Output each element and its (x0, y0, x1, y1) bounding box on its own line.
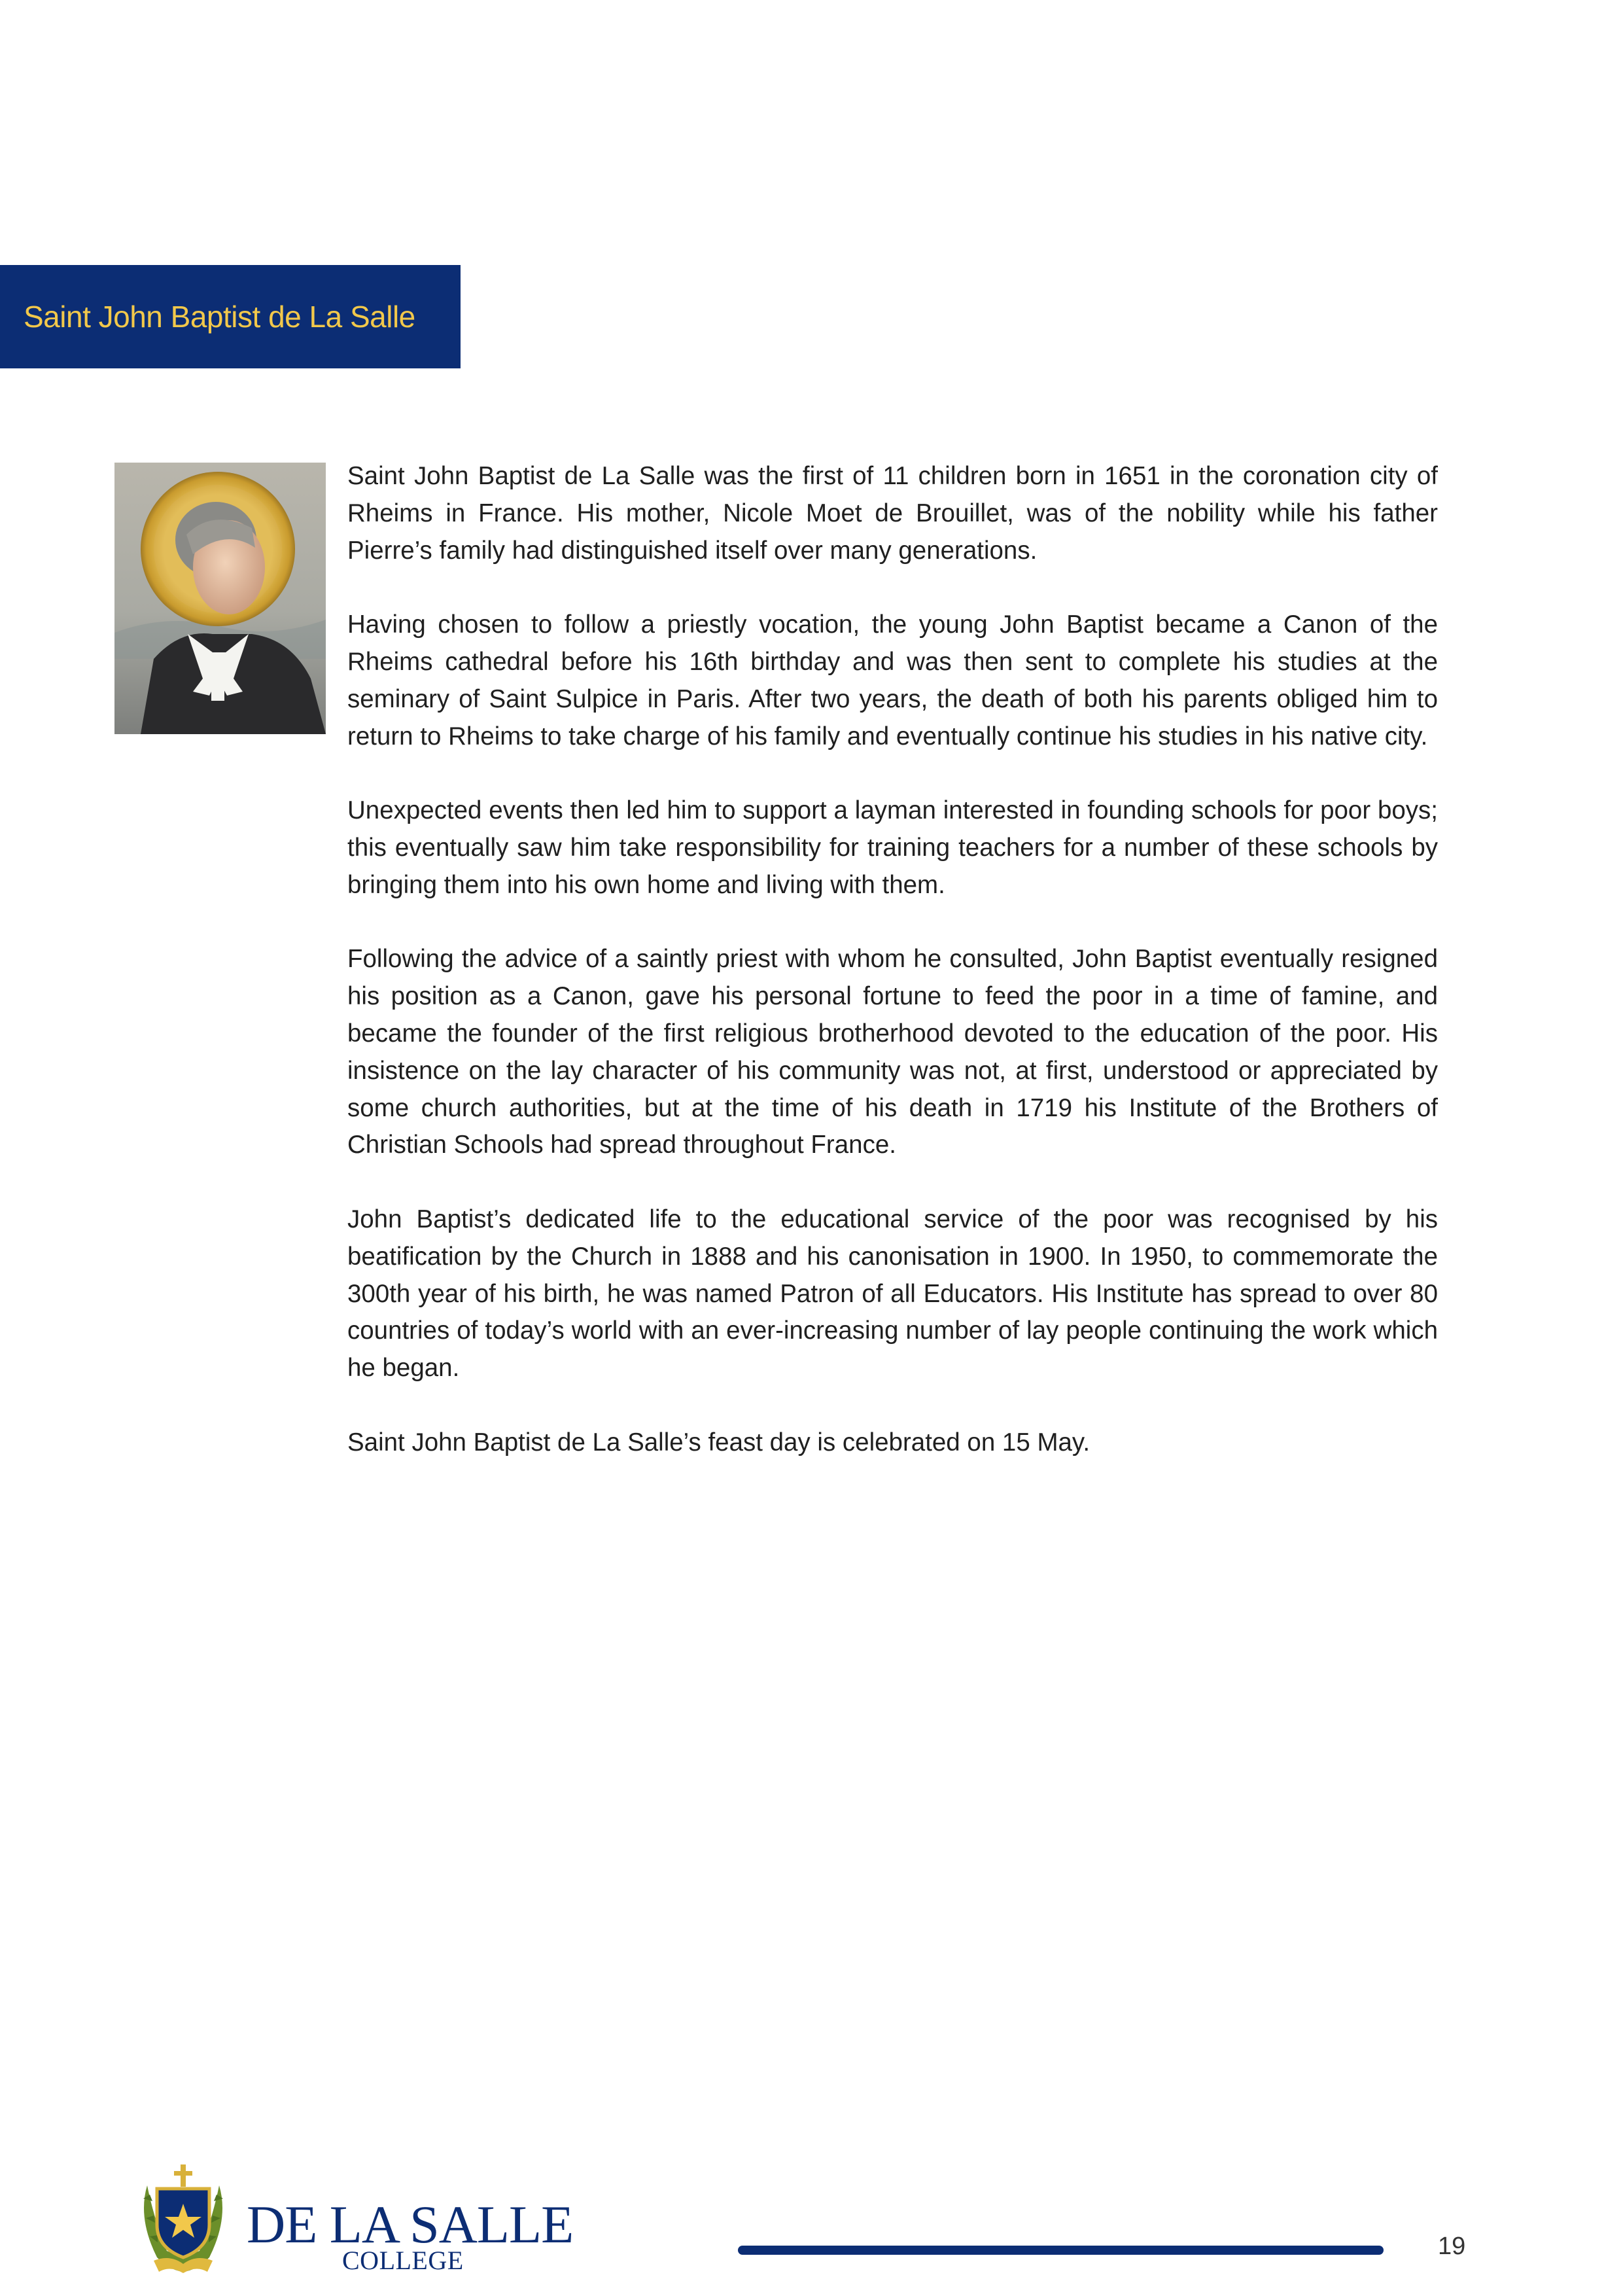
paragraph: John Baptist’s dedicated life to the educational service of the poor was recognised by his beatification by the Church in 1888 and his canonisation in 1900. In 1950, to commemorate the 300th year of his birth, he was named Patron of all Educators. His Institute has spread to over 80 countries of today’s world with an ever-increasing number of lay people continuing the work which he began. (347, 1205, 1438, 1383)
footer-divider (738, 2246, 1384, 2255)
saint-portrait-image (114, 463, 326, 734)
paragraph: Following the advice of a saintly priest with whom he consulted, John Baptist eventually resigned his position as a Canon, gave his personal fortune to feed the poor in a time of famine, and became the founder of the first religious brotherhood devoted to the education of the poor. His insistence on the lay character of his community was not, at first, understood or appreciated by some church authorities, but at the time of his death in 1719 his Institute of the Brothers of Christian Schools had spread throughout France. (347, 945, 1438, 1159)
paragraph: Having chosen to follow a priestly vocation, the young John Baptist became a Canon of the Rheims cathedral before his 16th birthday and was then sent to complete his studies at the seminary of Saint Sulpice in Paris. After two years, the death of both his parents obliged him to return to Rheims to take charge of his family and eventually continue his studies in his native city. (347, 610, 1438, 751)
paragraph: Unexpected events then led him to support a layman interested in founding schools for poor boys; this eventually saw him take responsibility for training teachers for a number of these schools by bringing them into his own home and living with them. (347, 796, 1438, 899)
section-title-band (0, 265, 461, 368)
page-number: 19 (1438, 2233, 1466, 2260)
college-name: DE LA SALLE (247, 2195, 574, 2254)
section-title: Saint John Baptist de La Salle (24, 300, 415, 334)
paragraph: Saint John Baptist de La Salle’s feast day is celebrated on 15 May. (347, 1428, 1091, 1457)
college-logo (134, 2159, 574, 2277)
paragraph: Saint John Baptist de La Salle was the first of 11 children born in 1651 in the coronation city of Rheims in France. His mother, Nicole Moet de Brouillet, was of the nobility while his father Pierre’s family had distinguished itself over many generations. (347, 462, 1438, 565)
college-subtitle: COLLEGE (342, 2246, 464, 2275)
biography-text (347, 458, 1438, 1498)
crest-icon (134, 2159, 232, 2277)
